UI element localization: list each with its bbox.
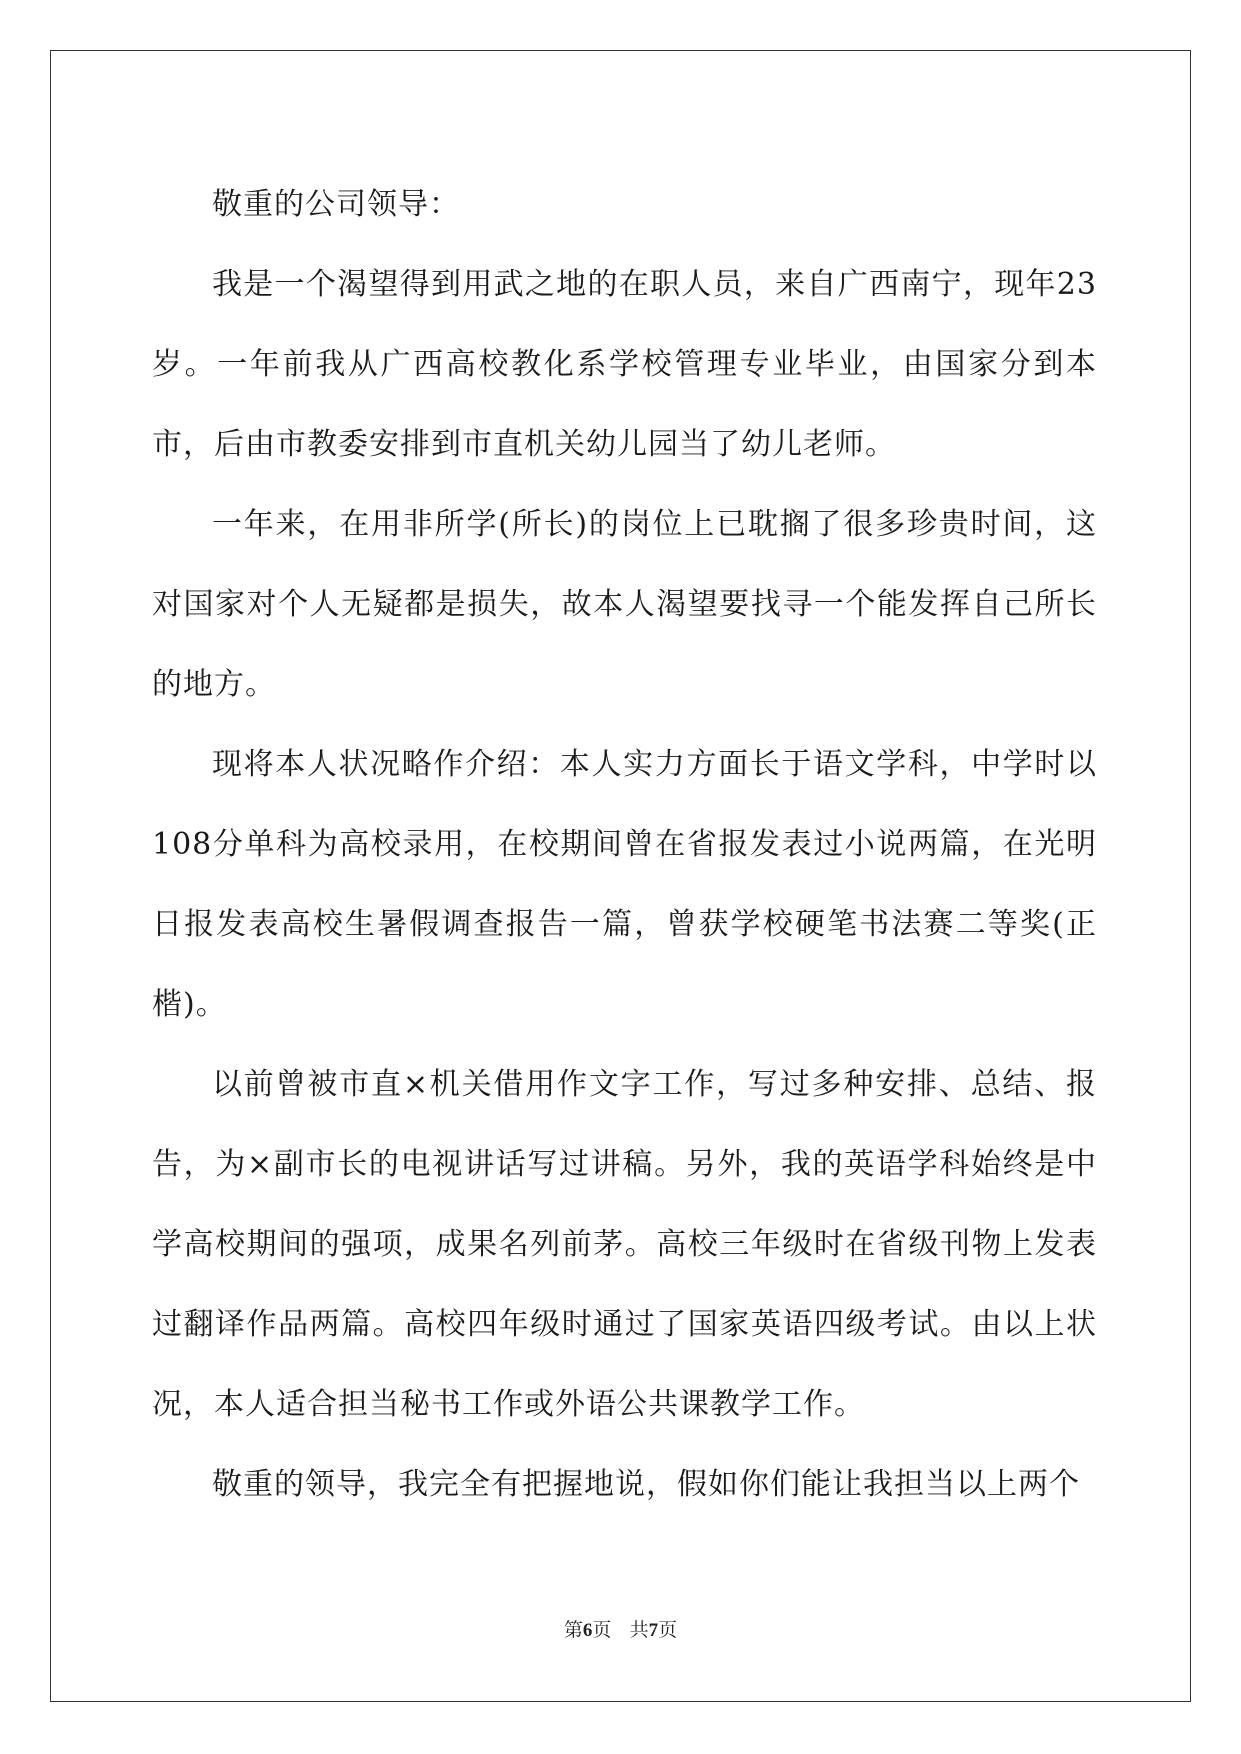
paragraph-closing: 敬重的领导，我完全有把握地说，假如你们能让我担当以上两个	[212, 1467, 1080, 1502]
paragraph-abilities: 现将本人状况略作介绍：本人实力方面长于语文学科，中学时以108分单科为高校录用，在校期间曾在省报发表过小说两篇，在光明日报发表高校生暑假调查报告一篇，曾获学校硬笔书法赛二等奖(正楷)。	[152, 747, 1097, 1022]
paragraph-motivation: 一年来，在用非所学(所长)的岗位上已耽搁了很多珍贵时间，这对国家对个人无疑都是损失，故本人渴望要找寻一个能发挥自己所长的地方。	[152, 507, 1097, 702]
footer-total-suffix: 页	[658, 1619, 678, 1641]
footer-total-pages: 7	[648, 1620, 659, 1641]
paragraph-experience: 以前曾被市直×机关借用作文字工作，写过多种安排、总结、报告，为×副市长的电视讲话写过讲稿。另外，我的英语学科始终是中学高校期间的强项，成果名列前茅。高校三年级时在省级刊物上发表过翻译作品两篇。高校四年级时通过了国家英语四级考试。由以上状况，本人适合担当秘书工作或外语公共课教学工作。	[152, 1067, 1097, 1422]
salutation: 敬重的公司领导：	[212, 187, 460, 222]
letter-body	[152, 165, 1097, 1525]
footer-total-prefix: 共	[629, 1619, 649, 1641]
page-footer	[0, 1615, 1241, 1642]
footer-current-page: 6	[582, 1620, 593, 1641]
footer-prefix: 第	[563, 1619, 583, 1641]
footer-page-word: 页	[592, 1619, 612, 1641]
paragraph-intro: 我是一个渴望得到用武之地的在职人员，来自广西南宁，现年23岁。一年前我从广西高校教化系学校管理专业毕业，由国家分到本市，后由市教委安排到市直机关幼儿园当了幼儿老师。	[152, 267, 1097, 462]
